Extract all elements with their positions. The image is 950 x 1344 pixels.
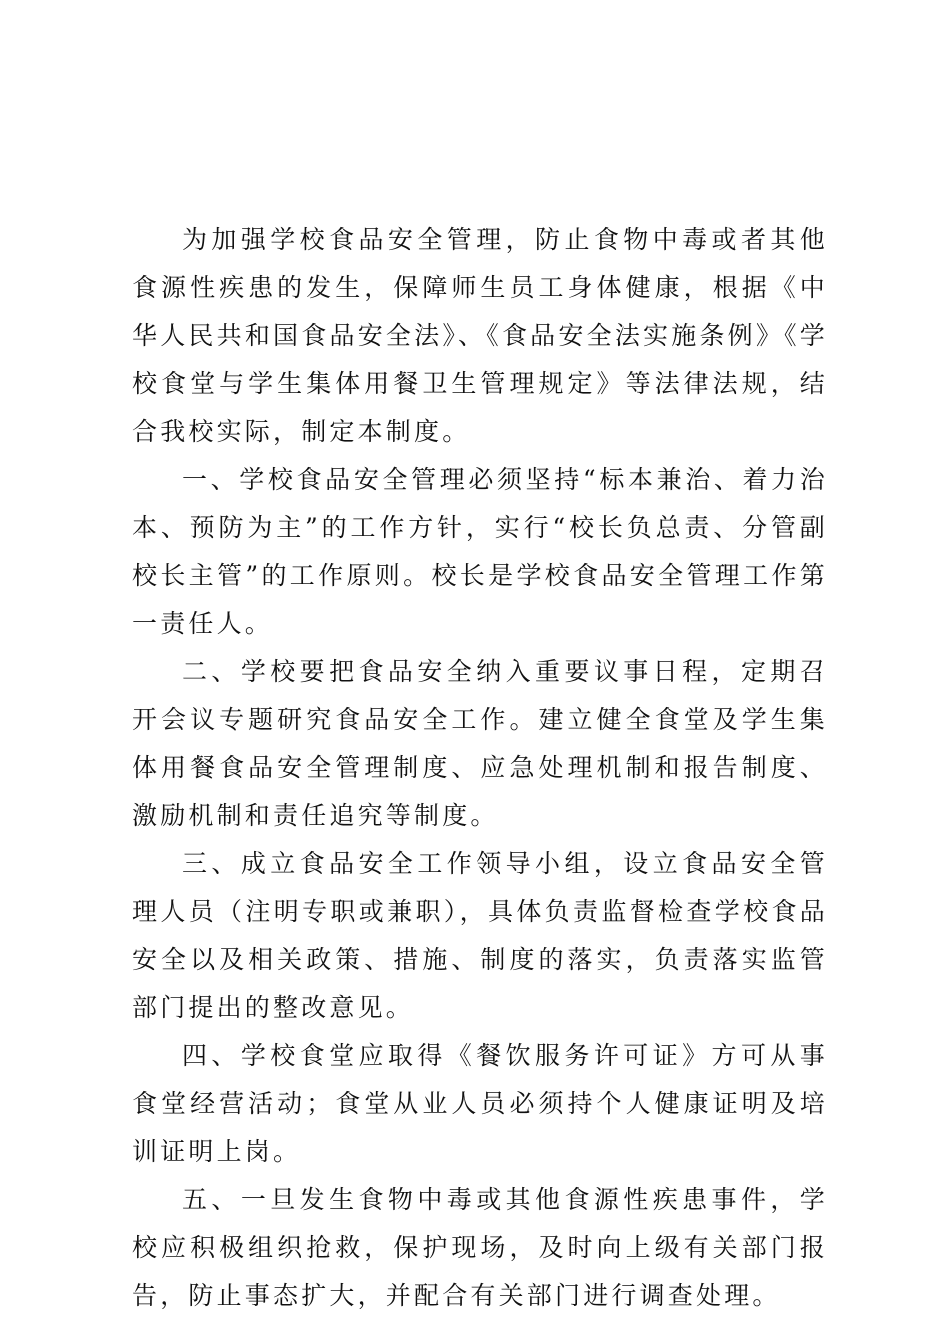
clause-5-paragraph: 五、一旦发生食物中毒或其他食源性疾患事件，学校应积极组织抢救，保护现场，及时向上级有关部门报告，防止事态扩大，并配合有关部门进行调查处理。 <box>132 1185 828 1310</box>
clause-3-paragraph: 三、成立食品安全工作领导小组，设立食品安全管理人员（注明专职或兼职），具体负责监督检查学校食品安全以及相关政策、措施、制度的落实，负责落实监管部门提出的整改意见。 <box>132 849 828 1022</box>
clause-2-paragraph: 二、学校要把食品安全纳入重要议事日程，定期召开会议专题研究食品安全工作。建立健全食堂及学生集体用餐食品安全管理制度、应急处理机制和报告制度、激励机制和责任追究等制度。 <box>132 657 828 830</box>
clause-4-paragraph: 四、学校食堂应取得《餐饮服务许可证》方可从事食堂经营活动；食堂从业人员必须持个人健康证明及培训证明上岗。 <box>132 1041 828 1166</box>
intro-paragraph: 为加强学校食品安全管理，防止食物中毒或者其他食源性疾患的发生，保障师生员工身体健康，根据《中华人民共和国食品安全法》、《食品安全法实施条例》《学校食堂与学生集体用餐卫生管理规定》等法律法规，结合我校实际，制定本制度。 <box>132 225 828 446</box>
clause-1-paragraph: 一、学校食品安全管理必须坚持“标本兼治、着力治本、预防为主”的工作方针，实行“校长负总责、分管副校长主管”的工作原则。校长是学校食品安全管理工作第一责任人。 <box>132 465 828 638</box>
document-body <box>132 216 828 1320</box>
